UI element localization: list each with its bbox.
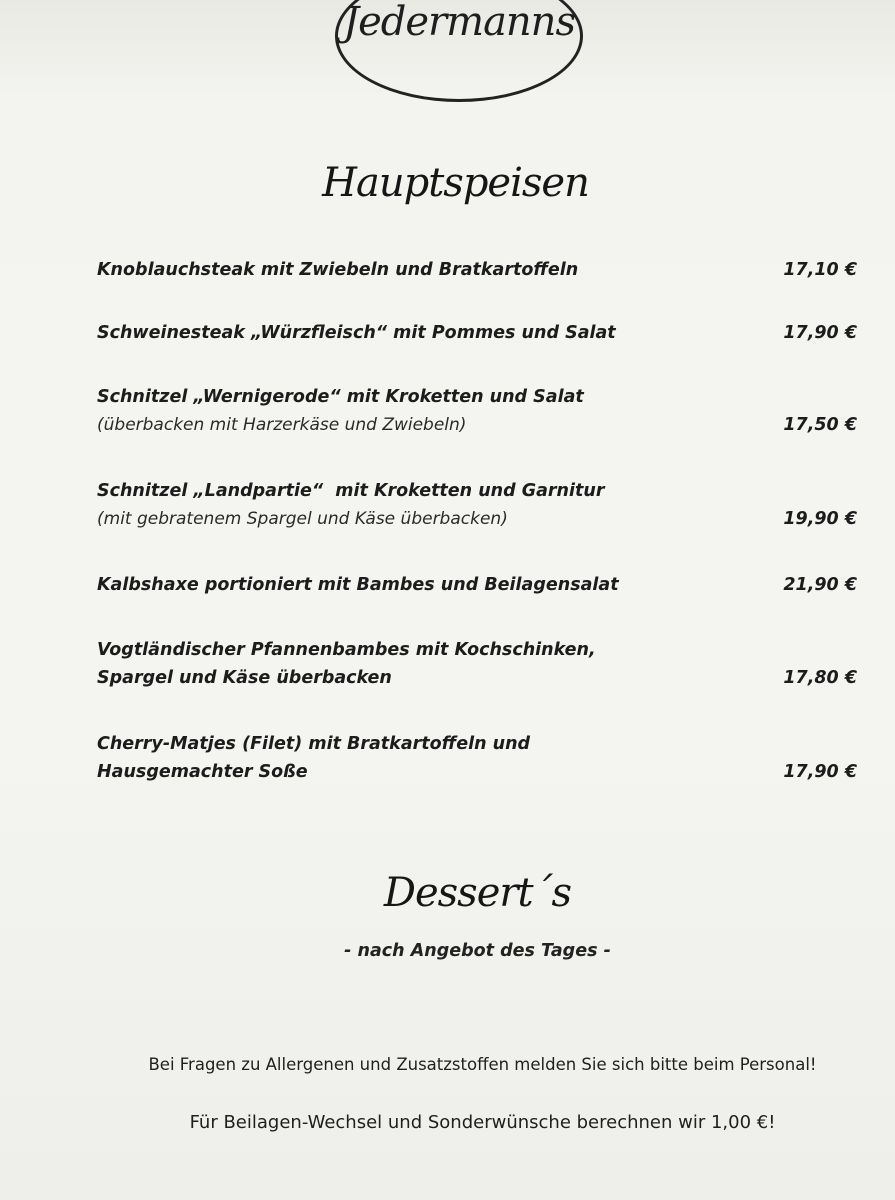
menu-item-name: Schnitzel „Wernigerode“ mit Kroketten und Salat xyxy=(97,387,584,407)
allergen-note: Bei Fragen zu Allergenen und Zusatzstoffen melden Sie sich bitte beim Personal! xyxy=(148,1055,817,1074)
menu-item xyxy=(97,477,857,533)
menu-item-price: 17,50 € xyxy=(783,415,857,435)
menu-item-name: Schnitzel „Landpartie“ mit Kroketten und Garnitur xyxy=(97,481,605,501)
menu-item xyxy=(97,319,857,347)
menu-item xyxy=(97,571,857,599)
menu-item-name: Knoblauchsteak mit Zwiebeln und Bratkartoffeln xyxy=(97,260,579,280)
logo-text: Jedermanns xyxy=(343,0,575,45)
section-title-main-courses: Hauptspeisen xyxy=(322,160,589,206)
restaurant-logo xyxy=(335,0,583,102)
section-title-desserts: Dessert´s xyxy=(383,870,572,916)
menu-item-price: 19,90 € xyxy=(783,509,857,529)
menu-item-price: 17,10 € xyxy=(783,260,857,280)
menu-item-price: 17,90 € xyxy=(783,762,857,782)
dessert-subtitle: - nach Angebot des Tages - xyxy=(344,941,611,961)
menu-item-name: Vogtländischer Pfannenbambes mit Kochschinken, Spargel und Käse überbacken xyxy=(97,640,596,688)
menu-item-note: (überbacken mit Harzerkäse und Zwiebeln) xyxy=(97,415,467,435)
menu-item-price: 17,90 € xyxy=(783,323,857,343)
menu-item-note: (mit gebratenem Spargel und Käse überbacken) xyxy=(97,509,508,529)
menu-item-price: 21,90 € xyxy=(783,575,857,595)
menu-item-price: 17,80 € xyxy=(783,668,857,688)
menu-item xyxy=(97,636,857,692)
menu-item xyxy=(97,383,857,439)
menu-item xyxy=(97,256,857,284)
menu-item-name: Schweinesteak „Würzfleisch“ mit Pommes und Salat xyxy=(97,323,616,343)
menu-item xyxy=(97,730,857,786)
surcharge-note: Für Beilagen-Wechsel und Sonderwünsche berechnen wir 1,00 €! xyxy=(189,1112,776,1133)
menu-item-name: Kalbshaxe portioniert mit Bambes und Beilagensalat xyxy=(97,575,619,595)
menu-item-name: Cherry-Matjes (Filet) mit Bratkartoffeln und Hausgemachter Soße xyxy=(97,734,531,782)
